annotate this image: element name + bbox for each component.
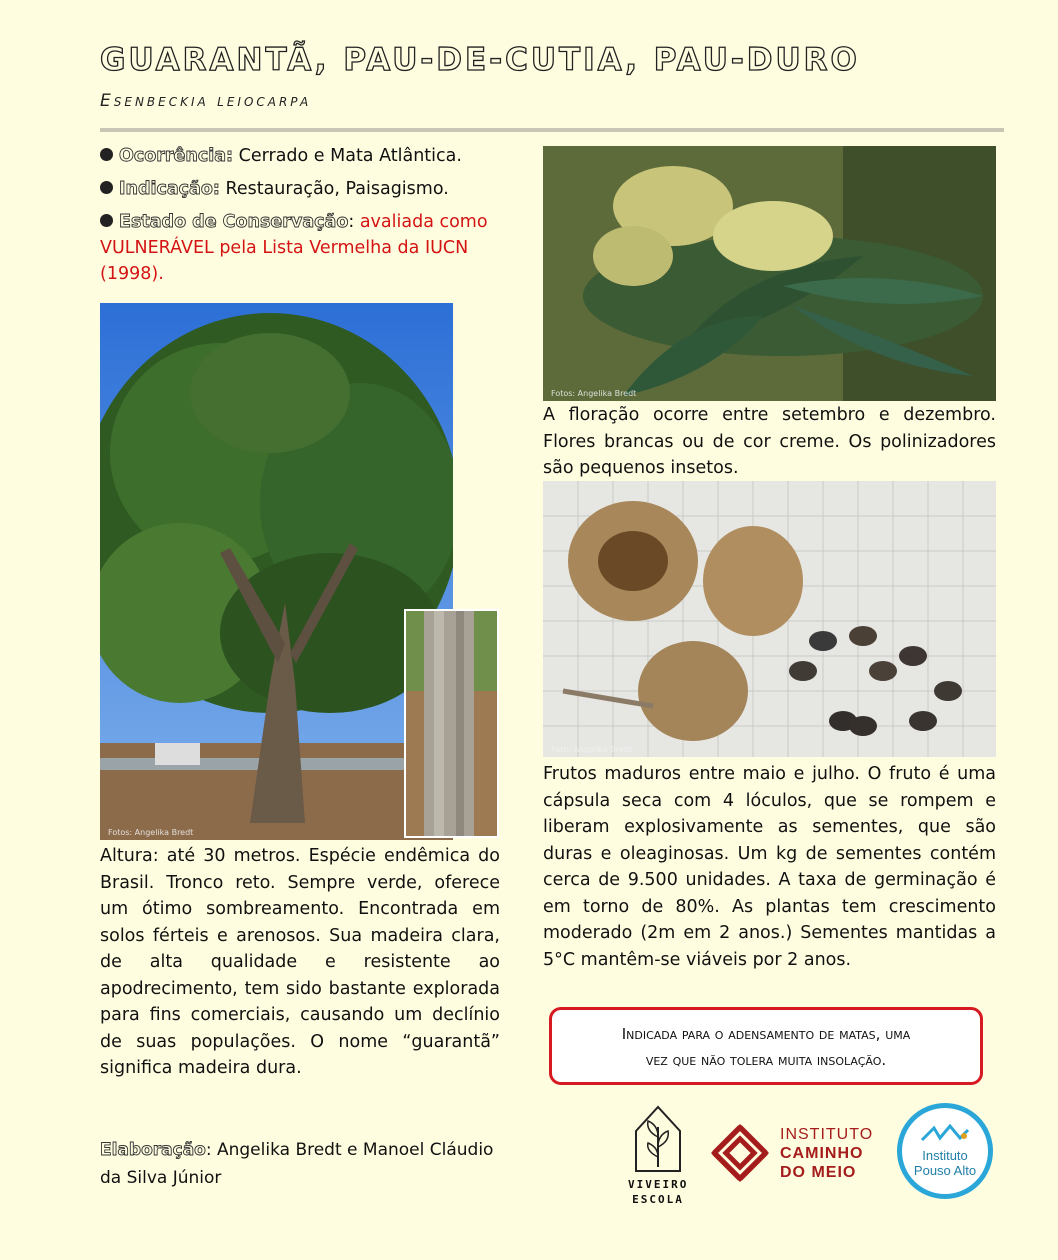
credits-value: : Angelika Bredt e Manoel Cláudio da Silva Júnior (100, 1140, 494, 1188)
occurrence-line (100, 143, 500, 169)
bullet-icon (100, 148, 113, 161)
conservation-value: avaliada como VULNERÁVEL pela Lista Vermelha da IUCN (1998). (100, 212, 488, 284)
tree-photo (100, 303, 453, 840)
fruit-photo (543, 481, 996, 757)
credits (100, 1136, 520, 1192)
occurrence-label: Ocorrência: (119, 146, 234, 166)
flower-illustration (543, 146, 996, 401)
viveiro-line-2: ESCOLA (632, 1193, 684, 1206)
pouso-line-1: Instituto (922, 1148, 968, 1163)
trunk-illustration (406, 611, 499, 838)
tree-photo-credit: Fotos: Angelika Bredt (108, 828, 194, 837)
bullet-icon (100, 181, 113, 194)
indication-label: Indicação: (119, 179, 220, 199)
callout-line-2: vez que não tolera muita insolação. (645, 1051, 887, 1069)
page-title: GUARANTÃ, PAU-DE-CUTIA, PAU-DURO (100, 42, 860, 78)
viveiro-leaf-icon (632, 1103, 684, 1173)
instituto-caminho-do-meio-logo (708, 1115, 883, 1195)
viveiro-line-1: VIVEIRO (628, 1178, 689, 1191)
instituto-line-2: CAMINHO (780, 1145, 864, 1162)
conservation-line (100, 209, 500, 287)
tree-illustration (100, 303, 453, 840)
scientific-name: Esenbeckia leiocarpa (100, 91, 312, 111)
pouso-line-2: Pouso Alto (913, 1163, 977, 1178)
flowering-text: A floração ocorre entre setembro e dezembro. Flores brancas ou de cor creme. Os polinizadores são pequenos insetos. (543, 405, 996, 478)
fruit-illustration (543, 481, 996, 757)
conservation-separator: : (348, 212, 355, 232)
fruit-photo-credit: Foto: Angelika Bredt (551, 745, 633, 754)
credits-label: Elaboração (100, 1140, 206, 1160)
instituto-pouso-alto-logo (897, 1103, 993, 1199)
indication-value: Restauração, Paisagismo. (225, 179, 449, 199)
instituto-line-3: DO MEIO (780, 1164, 857, 1181)
flower-photo-credit: Fotos: Angelika Bredt (551, 389, 637, 398)
birds-icon (920, 1124, 970, 1146)
bullet-icon (100, 214, 113, 227)
flower-photo (543, 146, 996, 401)
description-text: Altura: até 30 metros. Espécie endêmica do Brasil. Tronco reto. Sempre verde, oferece um ótimo sombreamento. Encontrada em solos férteis e arenosos. Sua madeira clara, de alta qualidade e resistente ao apodrecimento, tem sido bastante explorada para fins comerciais, causando um declínio de suas populações. O nome “guarantã” significa madeira dura. (100, 846, 500, 1078)
callout-box (549, 1007, 983, 1085)
instituto-line-1: INSTITUTO (780, 1126, 874, 1143)
trunk-inset-photo (404, 609, 499, 838)
conservation-label: Estado de Conservação (119, 212, 349, 232)
occurrence-value: Cerrado e Mata Atlântica. (238, 146, 462, 166)
callout-line-1: Indicada para o adensamento de matas, uma (621, 1025, 911, 1043)
indication-line (100, 176, 500, 202)
header-divider (100, 128, 1004, 132)
fruits-text: Frutos maduros entre maio e julho. O fruto é uma cápsula seca com 4 lóculos, que se rompem e liberam explosivamente as sementes, que são duras e oleaginosas. Um kg de sementes contém cerca de 9.500 unidades. A taxa de germinação é em torno de 80%. As plantas tem crescimento moderado (2m em 2 anos.) Sementes mantidas a 5°C mantêm-se viáveis por 2 anos. (543, 764, 996, 970)
viveiro-escola-logo (628, 1103, 689, 1206)
endless-knot-icon (708, 1121, 772, 1185)
